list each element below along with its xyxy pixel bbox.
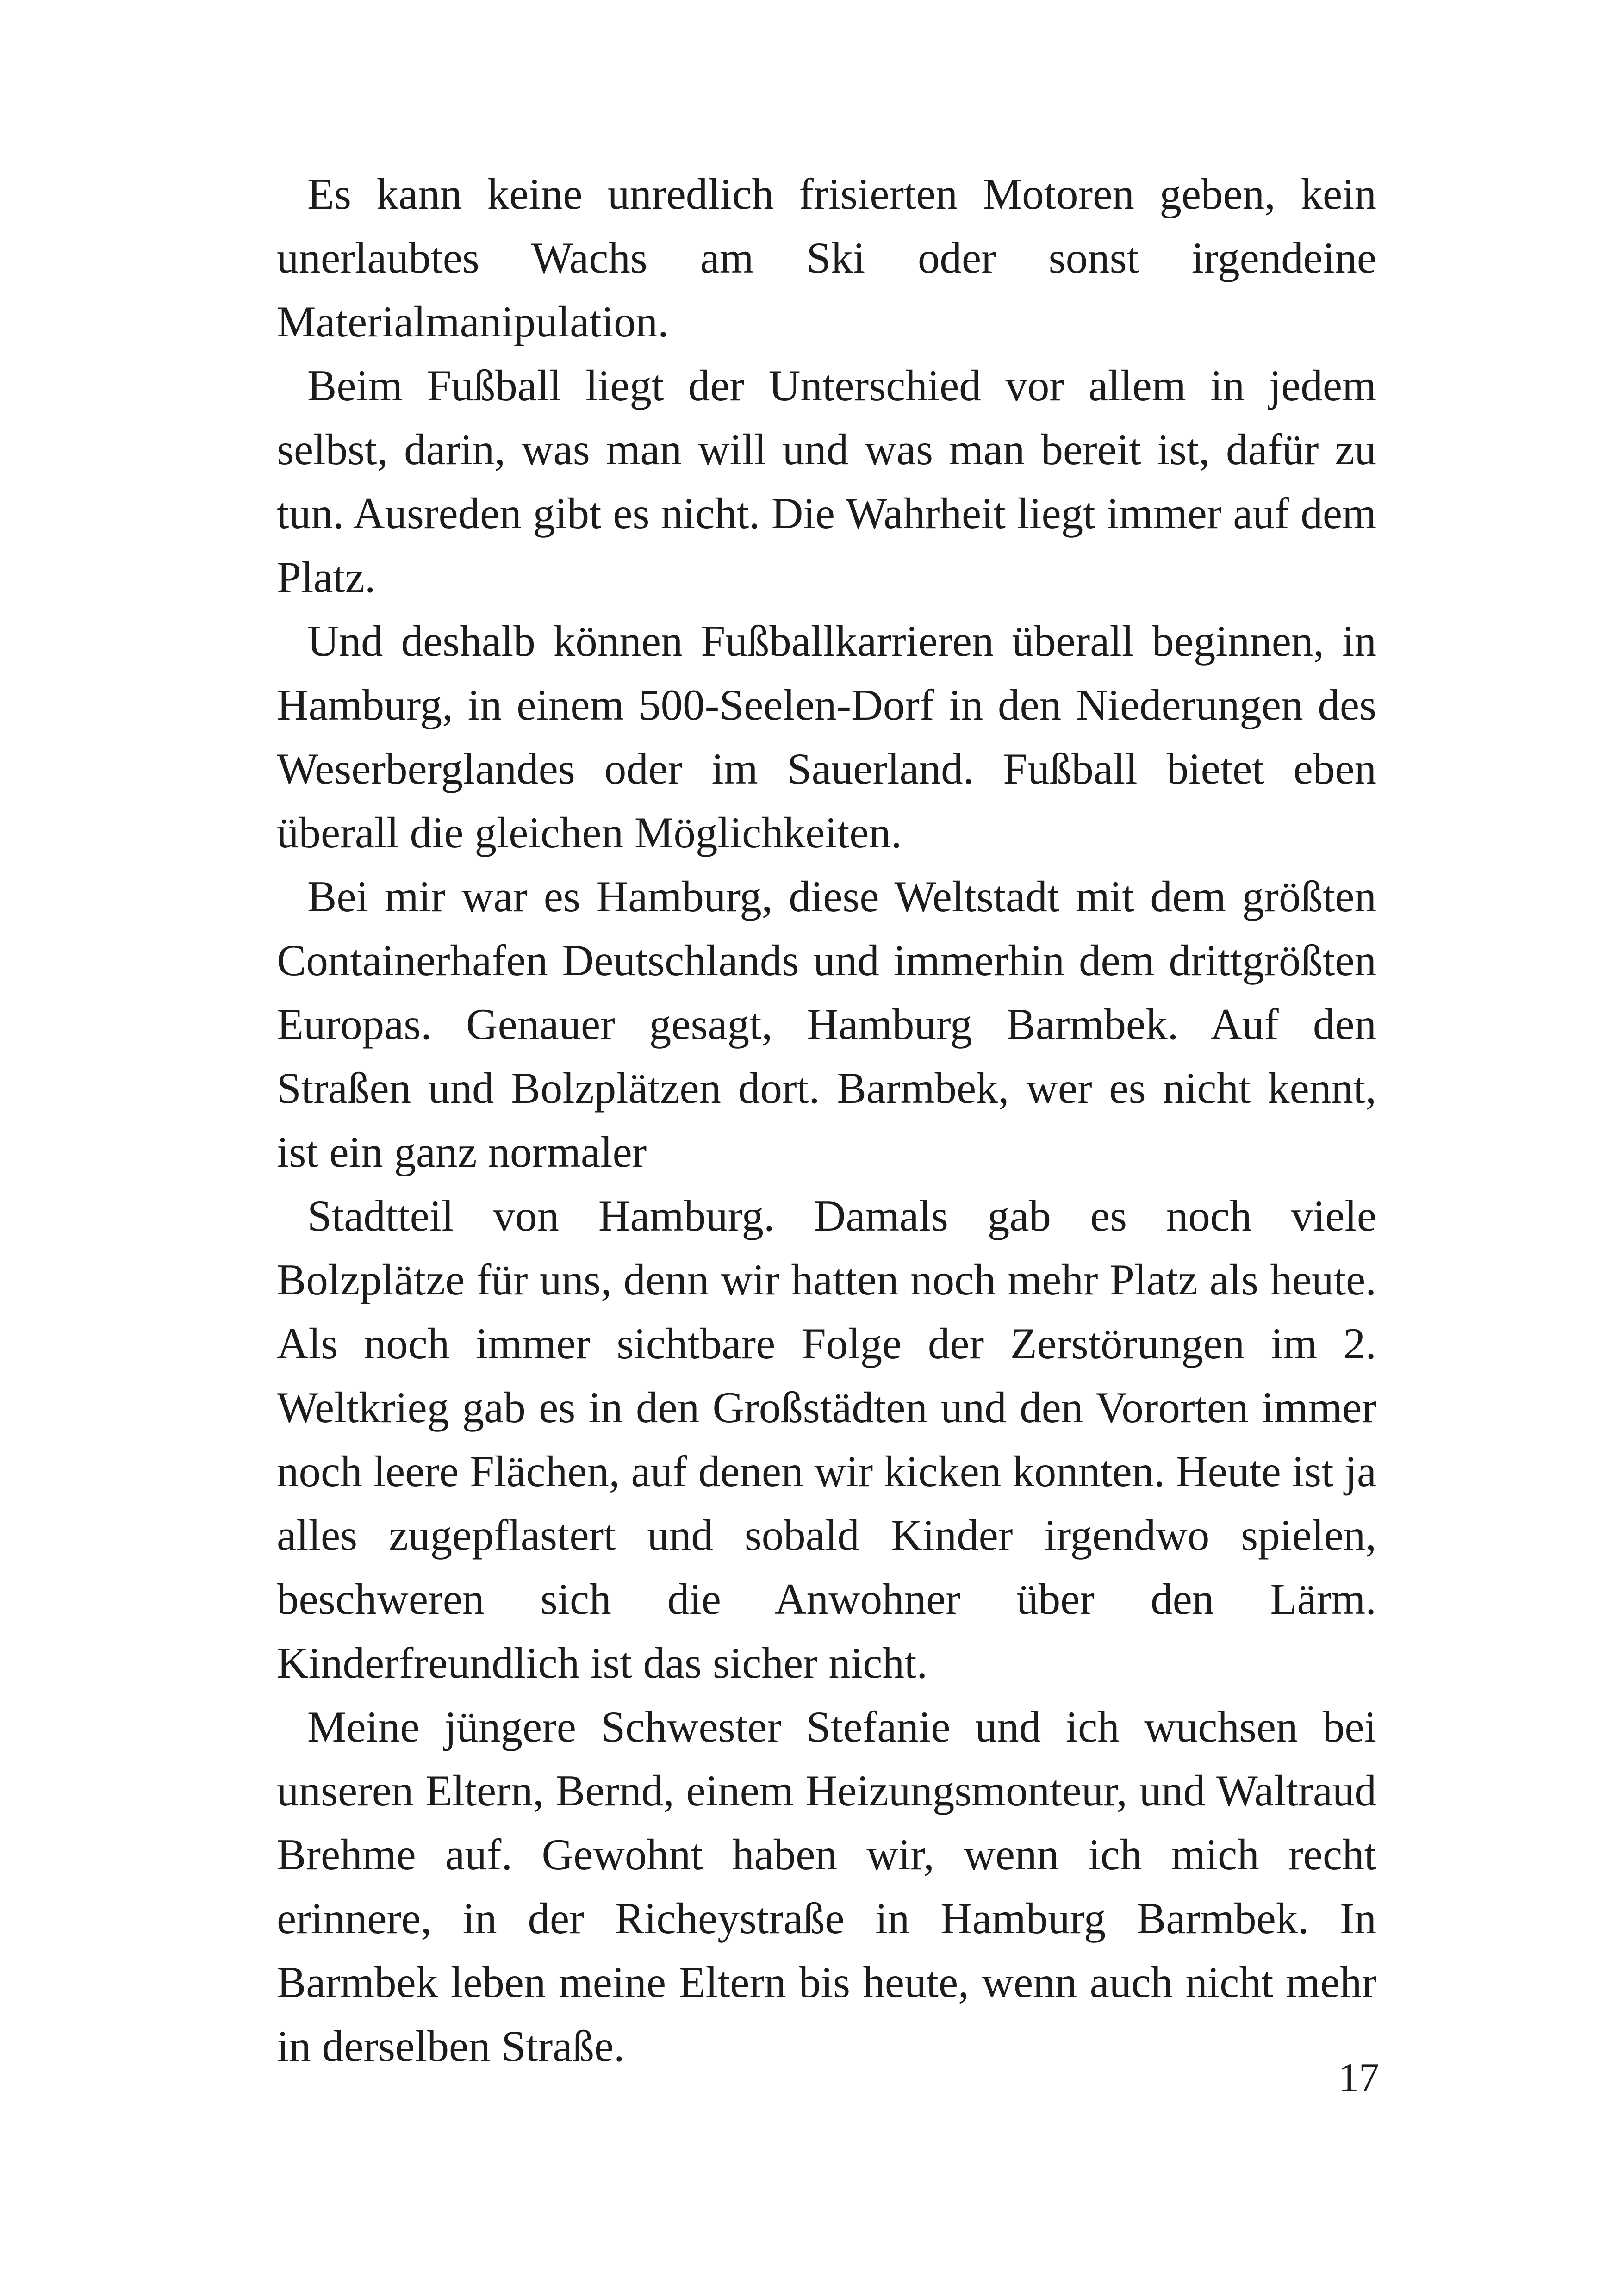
body-text bbox=[277, 162, 1376, 2078]
paragraph: Es kann keine unredlich frisierten Motoren geben, kein unerlaubtes Wachs am Ski oder sonst irgendeine Materialmanipulation. bbox=[277, 169, 1376, 346]
page-number: 17 bbox=[1338, 2055, 1379, 2100]
paragraph: Bei mir war es Hamburg, diese Weltstadt mit dem größten Containerhafen Deutschlands und immerhin dem drittgrößten Europas. Genauer gesagt, Hamburg Barmbek. Auf den Straßen und Bolzplätzen dort. Barmbek, wer es nicht kennt, ist ein ganz normaler bbox=[277, 872, 1376, 1176]
paragraph: Stadtteil von Hamburg. Damals gab es noch viele Bolzplätze für uns, denn wir hatten noch mehr Platz als heute. Als noch immer sichtbare Folge der Zerstörungen im 2. Weltkrieg gab es in den Großstädten und den Vororten immer noch leere Flächen, auf denen wir kicken konnten. Heute ist ja alles zugepflastert und sobald Kinder irgendwo spielen, beschweren sich die Anwohner über den Lärm. Kinderfreundlich ist das sicher nicht. bbox=[277, 1191, 1376, 1687]
paragraph: Beim Fußball liegt der Unterschied vor allem in jedem selbst, darin, was man will und was man bereit ist, dafür zu tun. Ausreden gibt es nicht. Die Wahrheit liegt immer auf dem Platz. bbox=[277, 361, 1376, 602]
paragraph: Und deshalb können Fußballkarrieren überall beginnen, in Hamburg, in einem 500-Seelen-Dorf in den Niederungen des Weserberglandes oder im Sauerland. Fußball bietet eben überall die gleichen Möglichkeiten. bbox=[277, 616, 1376, 857]
paragraph: Meine jüngere Schwester Stefanie und ich wuchsen bei unseren Eltern, Bernd, einem Heizungsmonteur, und Waltraud Brehme auf. Gewohnt haben wir, wenn ich mich recht erinnere, in der Richeystraße in Hamburg Barmbek. In Barmbek leben meine Eltern bis heute, wenn auch nicht mehr in derselben Straße. bbox=[277, 1702, 1376, 2071]
